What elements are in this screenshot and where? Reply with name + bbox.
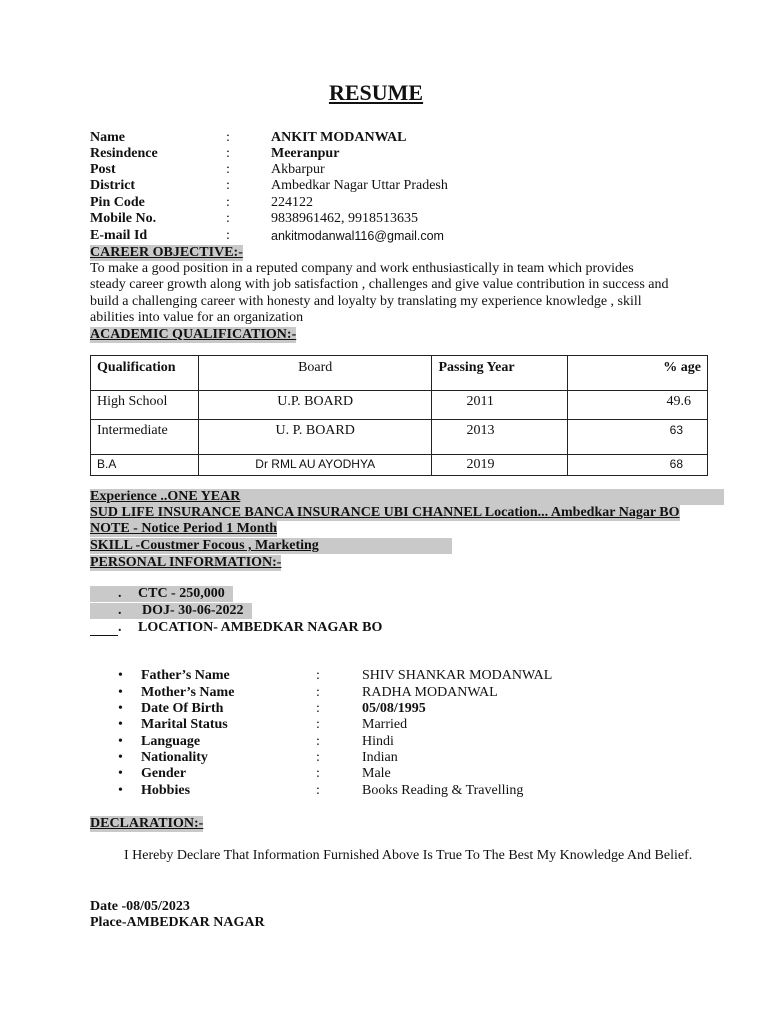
info-value: Ambedkar Nagar Uttar Pradesh bbox=[271, 178, 448, 193]
detail-value: RADHA MODANWAL bbox=[362, 685, 498, 700]
dot-marker: . bbox=[118, 620, 122, 635]
email-link[interactable]: ankitmodanwal116@gmail.com bbox=[271, 229, 444, 243]
detail-value: 05/08/1995 bbox=[362, 701, 426, 716]
career-line: steady career growth along with job satisfaction , challenges and give value contribution in success and bbox=[90, 277, 669, 293]
bullet: • bbox=[118, 783, 123, 798]
detail-value: Hindi bbox=[362, 734, 394, 749]
career-line: To make a good position in a reputed company and work enthusiastically in team which provides bbox=[90, 261, 634, 276]
info-value: Meeranpur bbox=[271, 146, 340, 161]
info-colon: : bbox=[226, 178, 230, 193]
cell-board: U. P. BOARD bbox=[198, 420, 432, 455]
detail-colon: : bbox=[316, 717, 320, 732]
bullet: • bbox=[118, 685, 123, 700]
doj-row bbox=[90, 603, 252, 619]
date-line: Date -08/05/2023 bbox=[90, 899, 190, 914]
ctc-text: CTC - 250,000 bbox=[138, 586, 225, 601]
info-label: Post bbox=[90, 162, 116, 177]
column-header-percent: % age bbox=[568, 356, 708, 391]
info-label: Mobile No. bbox=[90, 211, 157, 226]
cell-year: 2019 bbox=[432, 455, 568, 476]
column-header-passing-year: Passing Year bbox=[432, 356, 568, 391]
info-value: 224122 bbox=[271, 195, 313, 210]
cell-board: Dr RML AU AYODHYA bbox=[198, 455, 432, 476]
underline-mark bbox=[90, 635, 118, 636]
detail-colon: : bbox=[316, 701, 320, 716]
table-row bbox=[91, 391, 708, 420]
cell-qualification: B.A bbox=[91, 455, 199, 476]
academic-table bbox=[90, 355, 708, 476]
cell-board: U.P. BOARD bbox=[198, 391, 432, 420]
bullet: • bbox=[118, 766, 123, 781]
table-row bbox=[91, 455, 708, 476]
detail-label: Hobbies bbox=[141, 783, 191, 798]
info-label: Resindence bbox=[90, 146, 158, 161]
bullet: • bbox=[118, 668, 123, 683]
detail-label: Nationality bbox=[141, 750, 208, 765]
skill-line: SKILL -Coustmer Focous , Marketing bbox=[90, 538, 452, 554]
career-line: abilities into value for an organization bbox=[90, 309, 304, 325]
detail-value: SHIV SHANKAR MODANWAL bbox=[362, 668, 553, 683]
detail-value: Books Reading & Travelling bbox=[362, 783, 524, 798]
detail-colon: : bbox=[316, 750, 320, 765]
detail-label: Date Of Birth bbox=[141, 701, 224, 716]
bullet: • bbox=[118, 701, 123, 716]
cell-year: 2011 bbox=[432, 391, 568, 420]
detail-colon: : bbox=[316, 668, 320, 683]
career-objective-heading: CAREER OBJECTIVE:- bbox=[90, 245, 243, 260]
bullet: • bbox=[118, 717, 123, 732]
bullet: • bbox=[118, 750, 123, 765]
location-row bbox=[90, 620, 410, 636]
info-colon: : bbox=[226, 162, 230, 177]
dot-marker: . bbox=[118, 586, 122, 601]
column-header-qualification: Qualification bbox=[91, 356, 199, 391]
info-colon: : bbox=[226, 195, 230, 210]
detail-label: Marital Status bbox=[141, 717, 228, 732]
career-objective-text bbox=[90, 261, 730, 326]
detail-label: Gender bbox=[141, 766, 187, 781]
cell-year: 2013 bbox=[432, 420, 568, 455]
cell-percent: 68 bbox=[568, 455, 708, 476]
detail-label: Language bbox=[141, 734, 201, 749]
detail-colon: : bbox=[316, 766, 320, 781]
detail-value: Male bbox=[362, 766, 391, 781]
page-title: RESUME bbox=[328, 80, 424, 105]
info-label: Pin Code bbox=[90, 195, 145, 210]
ctc-row bbox=[90, 586, 233, 602]
location-text: LOCATION- AMBEDKAR NAGAR BO bbox=[138, 620, 383, 635]
doj-text: DOJ- 30-06-2022 bbox=[142, 603, 244, 618]
bullet: • bbox=[118, 734, 123, 749]
info-colon: : bbox=[226, 211, 230, 226]
cell-percent: 63 bbox=[568, 420, 708, 455]
detail-value: Indian bbox=[362, 750, 398, 765]
info-label: Name bbox=[90, 130, 125, 145]
cell-percent: 49.6 bbox=[568, 391, 708, 420]
info-colon: : bbox=[226, 146, 230, 161]
detail-colon: : bbox=[316, 734, 320, 749]
info-label: E-mail Id bbox=[90, 228, 148, 243]
detail-value: Married bbox=[362, 717, 408, 732]
info-label: District bbox=[90, 178, 136, 193]
declaration-text: I Hereby Declare That Information Furnished Above Is True To The Best My Knowledge And Belief. bbox=[124, 848, 693, 863]
info-value: 9838961462, 9918513635 bbox=[271, 211, 418, 226]
info-colon: : bbox=[226, 228, 230, 243]
academic-heading: ACADEMIC QUALIFICATION:- bbox=[90, 327, 297, 342]
cell-qualification: Intermediate bbox=[91, 420, 199, 455]
employer-line: SUD LIFE INSURANCE BANCA INSURANCE UBI CHANNEL Location... Ambedkar Nagar BO bbox=[90, 505, 680, 520]
declaration-heading: DECLARATION:- bbox=[90, 816, 204, 831]
column-header-board: Board bbox=[198, 356, 432, 391]
dot-marker: . bbox=[118, 603, 122, 618]
info-value: Akbarpur bbox=[271, 162, 325, 177]
experience-line: Experience ..ONE YEAR bbox=[90, 489, 724, 505]
table-row bbox=[91, 420, 708, 455]
detail-colon: : bbox=[316, 783, 320, 798]
notice-period-line: NOTE - Notice Period 1 Month bbox=[90, 521, 278, 536]
table-header-row bbox=[91, 356, 708, 391]
cell-qualification: High School bbox=[91, 391, 199, 420]
detail-label: Mother’s Name bbox=[141, 685, 235, 700]
place-line: Place-AMBEDKAR NAGAR bbox=[90, 915, 265, 930]
info-value: ANKIT MODANWAL bbox=[271, 130, 407, 145]
personal-info-heading: PERSONAL INFORMATION:- bbox=[90, 555, 282, 570]
career-line: build a challenging career with honesty and loyalty by translating my experience knowledge , skill bbox=[90, 293, 642, 309]
detail-colon: : bbox=[316, 685, 320, 700]
info-colon: : bbox=[226, 130, 230, 145]
detail-label: Father’s Name bbox=[141, 668, 230, 683]
